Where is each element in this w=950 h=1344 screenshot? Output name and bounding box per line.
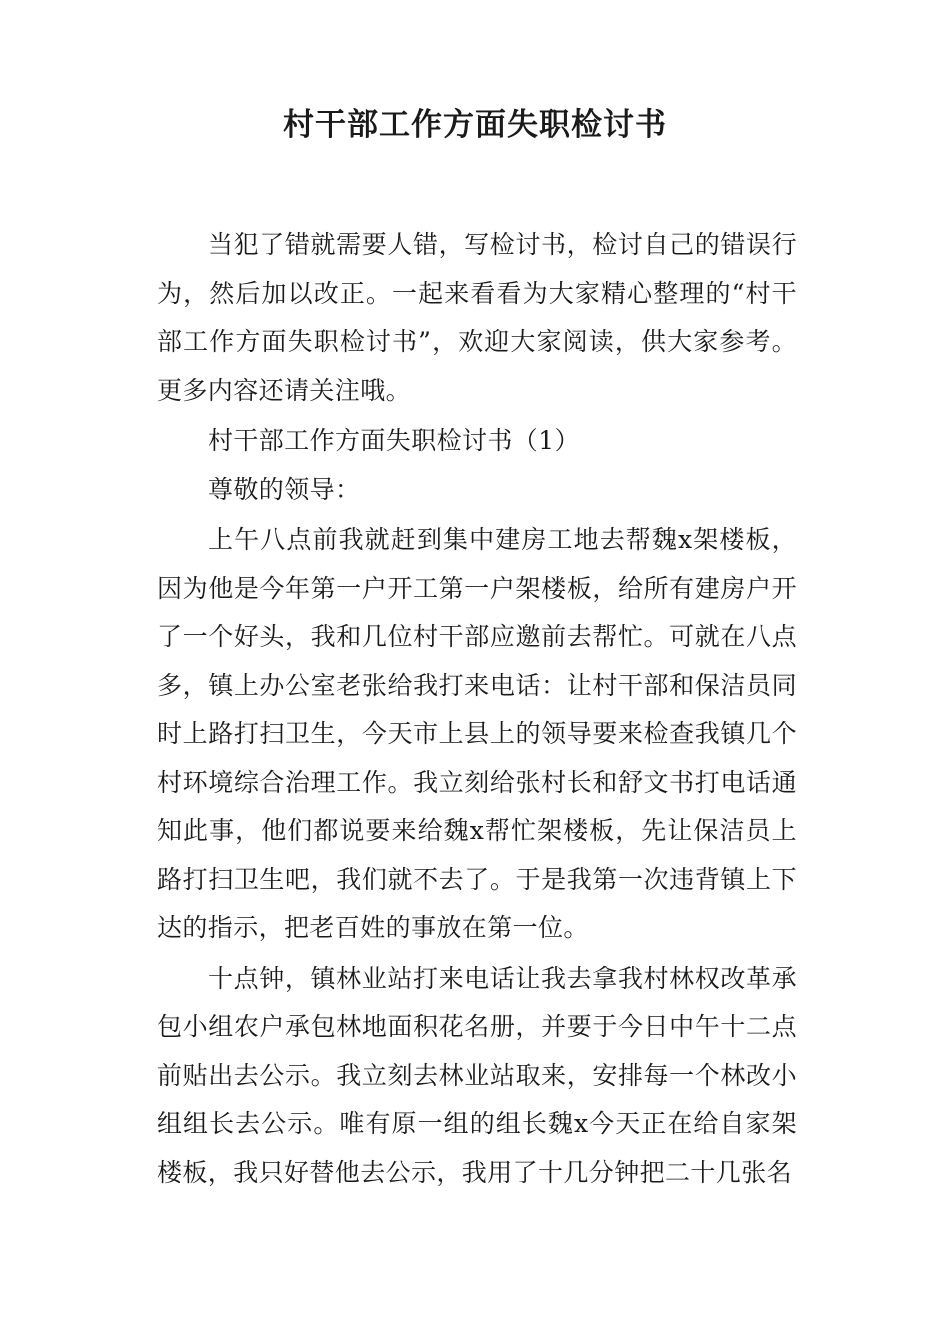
intro-paragraph: 当犯了错就需要人错，写检讨书，检讨自己的错误行为，然后加以改正。一起来看看为大家精心整理的“村干部工作方面失职检讨书”，欢迎大家阅读，供大家参考。更多内容还请关注哦。: [157, 230, 797, 405]
section-heading: 村干部工作方面失职检讨书（1）: [208, 426, 580, 455]
body-paragraph: 十点钟，镇林业站打来电话让我去拿我村林权改革承包小组农户承包林地面积花名册，并要于今日中午十二点前贴出去公示。我立刻去林业站取来，安排每一个林改小组组长去公示。唯有原一组的组长魏x今天正在给自家架楼板，我只好替他去公示，我用了十几分钟把二十几张名: [157, 963, 797, 1187]
document-title: 村干部工作方面失职检讨书: [283, 107, 667, 143]
document-body: [157, 221, 797, 1197]
salutation: 尊敬的领导：: [208, 474, 361, 504]
body-paragraph: 上午八点前我就赶到集中建房工地去帮魏x架楼板，因为他是今年第一户开工第一户架楼板，给所有建房户开了一个好头，我和几位村干部应邀前去帮忙。可就在八点多，镇上办公室老张给我打来电话：让村干部和保洁员同时上路打扫卫生，今天市上县上的领导要来检查我镇几个村环境综合治理工作。我立刻给张村长和舒文书打电话通知此事，他们都说要来给魏x帮忙架楼板，先让保洁员上路打扫卫生吧，我们就不去了。于是我第一次违背镇上下达的指示，把老百姓的事放在第一位。: [157, 525, 797, 942]
